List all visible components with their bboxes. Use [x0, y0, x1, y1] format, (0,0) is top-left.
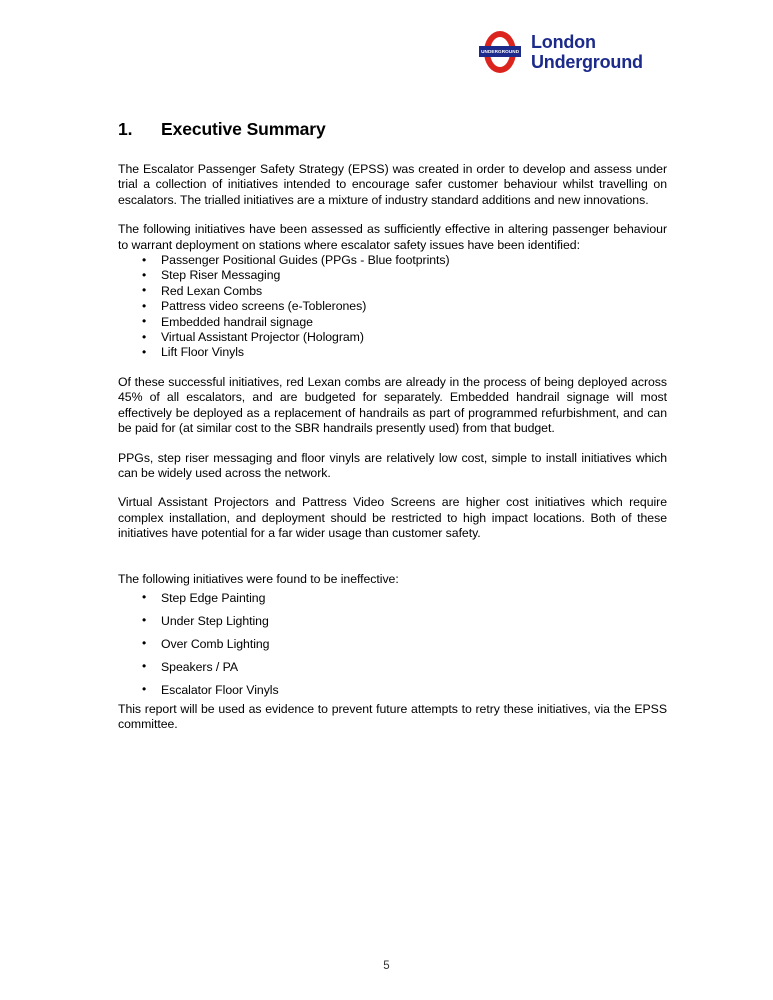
section-spacer: [118, 556, 667, 572]
logo-wordmark: [531, 32, 643, 72]
underground-roundel-icon: [479, 30, 521, 74]
list-item: • Over Comb Lighting: [118, 633, 667, 656]
list-item: • Pattress video screens (e-Toblerones): [118, 299, 667, 314]
list-item: • Red Lexan Combs: [118, 284, 667, 299]
document-content: [118, 118, 667, 747]
page-header: [0, 30, 773, 90]
section-number: 1.: [118, 119, 133, 139]
list-item: • Under Step Lighting: [118, 610, 667, 633]
roundel-bar-label: UNDERGROUND: [480, 49, 520, 54]
paragraph-5: Virtual Assistant Projectors and Pattress Video Screens are higher cost initiatives which require complex installation, and deployment should be restricted to high impact locations. Both of these initiatives have potential for a far wider usage than customer safety.: [118, 495, 667, 541]
list-item: • Step Riser Messaging: [118, 268, 667, 283]
paragraph-1: The Escalator Passenger Safety Strategy (EPSS) was created in order to develop and assess under trial a collection of initiatives intended to encourage safer customer behaviour whilst travelling on escalators. The trialled initiatives are a mixture of industry standard additions and new innovations.: [118, 162, 667, 207]
roundel-bar: [479, 46, 521, 57]
list-item: • Escalator Floor Vinyls: [118, 679, 667, 702]
list-item: • Lift Floor Vinyls: [118, 345, 667, 360]
paragraph-3: Of these successful initiatives, red Lexan combs are already in the process of being deployed across 45% of all escalators, and are budgeted for separately. Embedded handrail signage will most effectively be deployed as a replacement of handrails as part of programmed refurbishment, and can be paid for (at similar cost to the SBR handrails presently used) from that budget.: [118, 374, 667, 436]
ineffective-initiatives-list: [118, 587, 667, 702]
page-title: [118, 118, 667, 140]
paragraph-6: The following initiatives were found to be ineffective:: [118, 571, 399, 586]
london-underground-logo: [479, 30, 643, 74]
page-number: 5: [383, 960, 390, 972]
list-item: • Embedded handrail signage: [118, 315, 667, 330]
list-item: • Virtual Assistant Projector (Hologram): [118, 330, 667, 345]
logo-wordmark-line1: London: [531, 32, 596, 52]
logo-wordmark-line2: Underground: [531, 52, 643, 72]
page-footer: [0, 960, 773, 972]
section-title: Executive Summary: [161, 119, 326, 139]
paragraph-2: The following initiatives have been assessed as sufficiently effective in altering passenger behaviour to warrant deployment on stations where escalator safety issues have been identified:: [118, 222, 667, 252]
list-item: • Passenger Positional Guides (PPGs - Blue footprints): [118, 253, 667, 268]
paragraph-7: This report will be used as evidence to prevent future attempts to retry these initiatives, via the EPSS committee.: [118, 701, 667, 732]
list-item: • Speakers / PA: [118, 656, 667, 679]
list-item: • Step Edge Painting: [118, 587, 667, 610]
paragraph-4: PPGs, step riser messaging and floor vinyls are relatively low cost, simple to install initiatives which can be widely used across the network.: [118, 450, 667, 480]
effective-initiatives-list: [118, 253, 667, 361]
